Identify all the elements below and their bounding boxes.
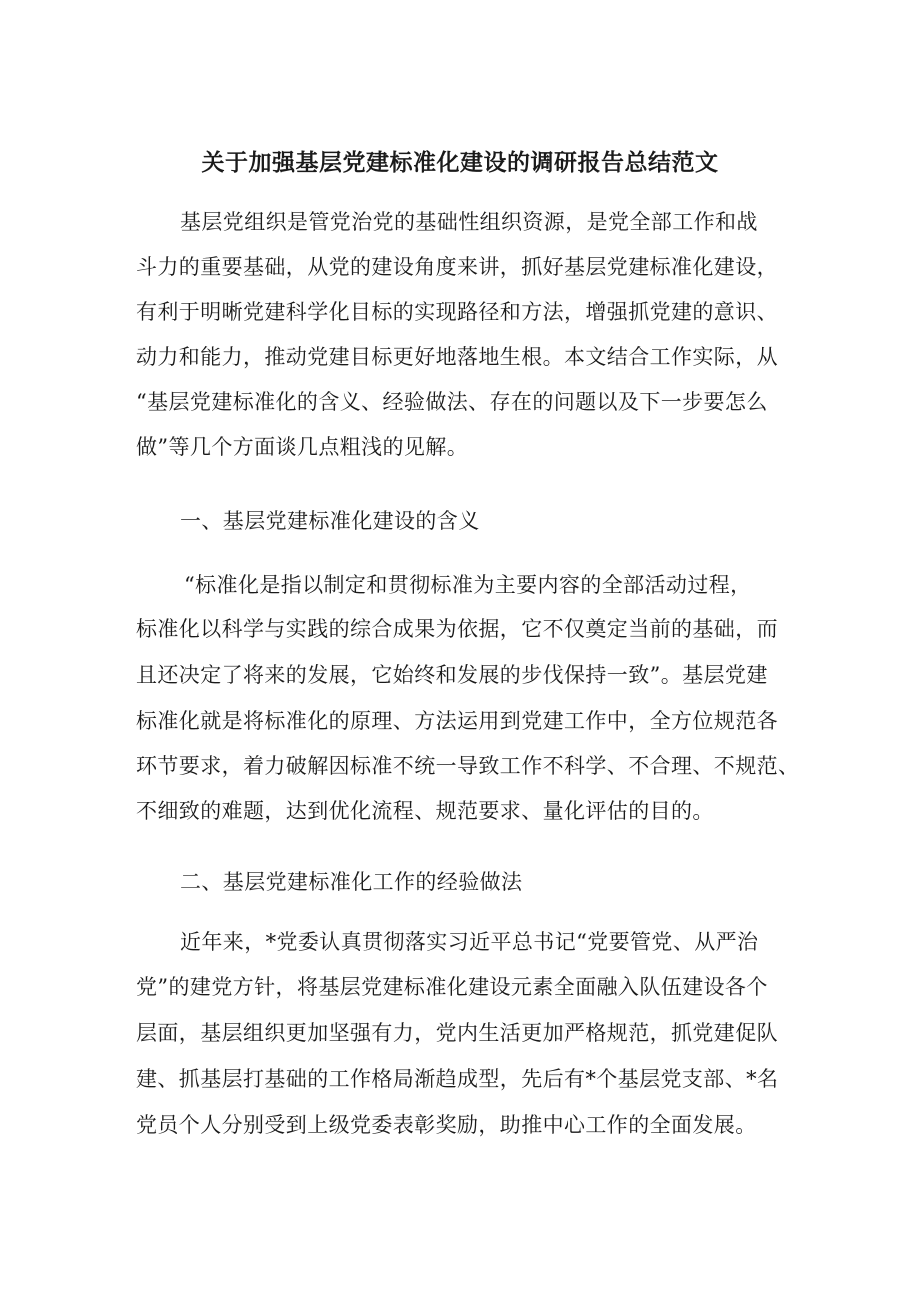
section1-line-1: “标准化是指以制定和贯彻标准为主要内容的全部活动过程， [184,573,752,597]
section2-line-1: 近年来，*党委认真贯彻落实习近平总书记“党要管党、从严治 [180,930,759,954]
section2-line-2: 党”的建党方针，将基层党建标准化建设元素全面融入队伍建设各个 [136,975,768,999]
section1-line-4: 标准化就是将标准化的原理、方法运用到党建工作中，全方位规范各 [136,709,778,733]
intro-line-6: 做”等几个方面谈几点粗浅的见解。 [136,435,469,459]
section2-line-5: 党员个人分别受到上级党委表彰奖励，助推中心工作的全面发展。 [136,1113,757,1137]
section1-line-6: 不细致的难题，达到优化流程、规范要求、量化评估的目的。 [136,799,714,823]
section1-line-3: 且还决定了将来的发展，它始终和发展的步伐保持一致”。基层党建 [136,663,768,687]
section2-line-4: 建、抓基层打基础的工作格局渐趋成型，先后有*个基层党支部、*名 [136,1067,779,1091]
section2-line-3: 层面，基层组织更加坚强有力，党内生活更加严格规范，抓党建促队 [136,1021,778,1045]
intro-line-1: 基层党组织是管党治党的基础性组织资源，是党全部工作和战 [180,210,758,234]
section1-heading: 一、基层党建标准化建设的含义 [180,509,480,533]
intro-line-5: “基层党建标准化的含义、经验做法、存在的问题以及下一步要怎么 [136,390,768,414]
section2-heading: 二、基层党建标准化工作的经验做法 [180,870,523,894]
document-title: 关于加强基层党建标准化建设的调研报告总结范文 [201,150,719,176]
section1-line-5: 环节要求，着力破解因标准不统一导致工作不科学、不合理、不规范、 [136,754,800,778]
section1-line-2: 标准化以科学与实践的综合成果为依据，它不仅奠定当前的基础，而 [136,617,778,641]
intro-line-3: 有利于明晰党建科学化目标的实现路径和方法，增强抓党建的意识、 [136,300,778,324]
intro-line-4: 动力和能力，推动党建目标更好地落地生根。本文结合工作实际，从 [136,345,778,369]
intro-line-2: 斗力的重要基础，从党的建设角度来讲，抓好基层党建标准化建设， [136,255,778,279]
